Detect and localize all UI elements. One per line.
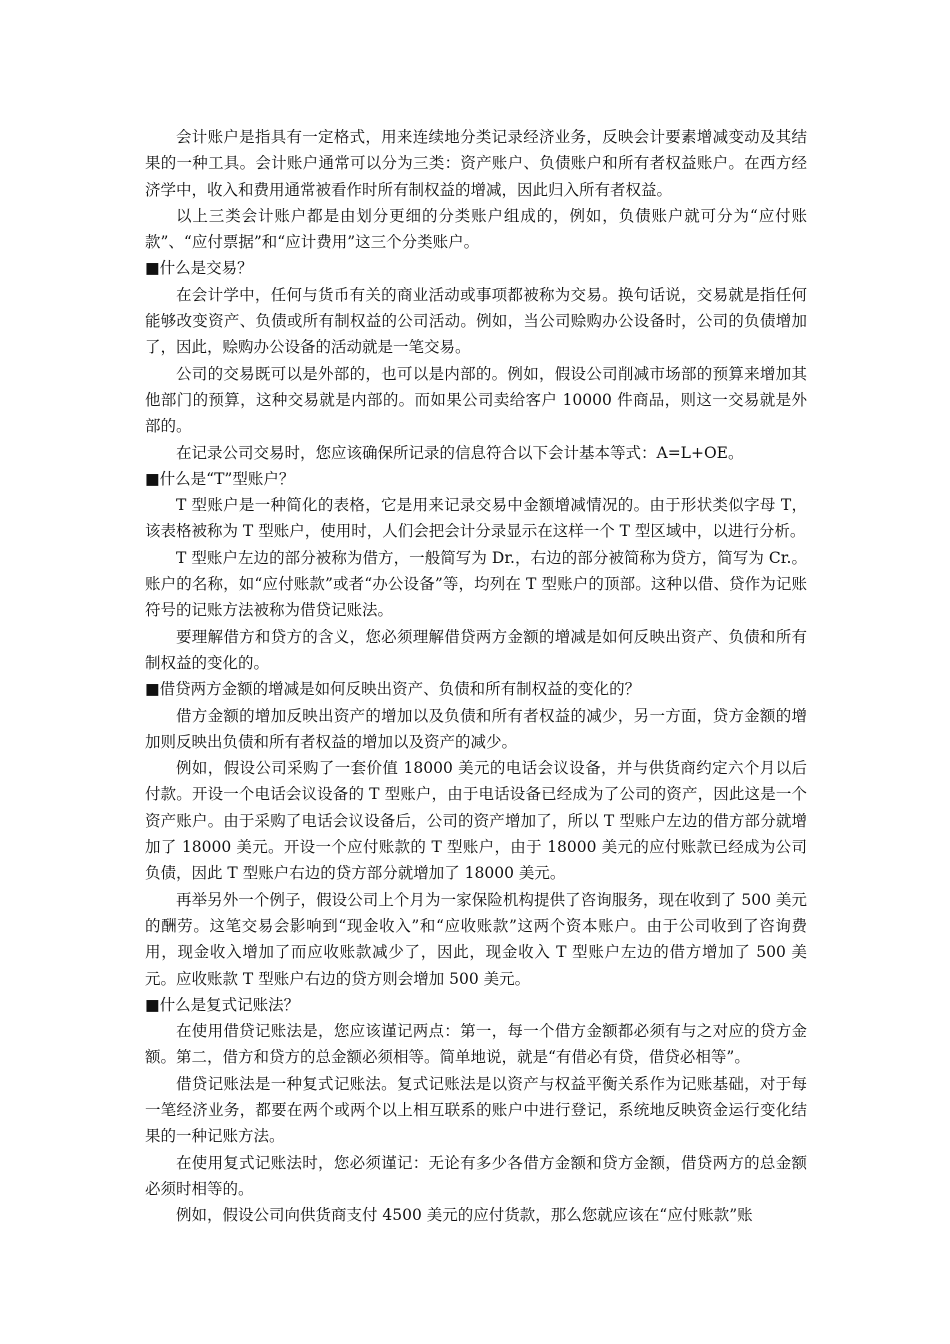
paragraph-t-account-definition: T 型账户是一种简化的表格，它是用来记录交易中金额增减情况的。由于形状类似字母 T，该表格被称为 T 型账户，使用时，人们会把会计分录显示在这样一个 T 型区域中，以进行分析。 bbox=[145, 496, 807, 541]
paragraph-totals-equal: 在使用复式记账法时，您必须谨记：无论有多少各借方金额和贷方金额，借贷两方的总金额必须时相等的。 bbox=[145, 1153, 807, 1198]
paragraph-account-definition: 会计账户是指具有一定格式，用来连续地分类记录经济业务，反映会计要素增减变动及其结果的一种工具。会计账户通常可以分为三类：资产账户、负债账户和所有者权益账户。在西方经济学中，收入和费用通常被看作时所有制权益的增减，因此归入所有者权益。 bbox=[145, 128, 807, 199]
paragraph-example-payment: 例如，假设公司向供货商支付 4500 美元的应付货款，那么您就应该在“应付账款”账 bbox=[176, 1206, 753, 1225]
heading-debit-credit-changes: ■借贷两方金额的增减是如何反映出资产、负债和所有制权益的变化的？ bbox=[145, 680, 641, 699]
paragraph-example-equipment: 例如，假设公司采购了一套价值 18000 美元的电话会议设备，并与供货商约定六个月以后付款。开设一个电话会议设备的 T 型账户，由于电话设备已经成为了公司的资产，因此这是一个资产账户。由于采购了电话会议设备后，公司的资产增加了，所以 T 型账户左边的借方部分就增加了 18000 美元。开设一个应付账款的 T 型账户，由于 18000 美元的应付账款已经成为公司负债，因此 T 型账户右边的贷方部分就增加了 18000 美元。 bbox=[145, 759, 807, 883]
paragraph-accounting-equation: 在记录公司交易时，您应该确保所记录的信息符合以下会计基本等式：A=L+OE。 bbox=[176, 443, 744, 462]
paragraph-understand-debit-credit: 要理解借方和贷方的含义，您必须理解借贷两方金额的增减是如何反映出资产、负债和所有制权益的变化的。 bbox=[145, 627, 807, 672]
paragraph-double-entry-definition: 借贷记账法是一种复式记账法。复式记账法是以资产与权益平衡关系作为记账基础，对于每一笔经济业务，都要在两个或两个以上相互联系的账户中进行登记，系统地反映资金运行变化结果的一种记账方法。 bbox=[145, 1074, 807, 1146]
paragraph-internal-external: 公司的交易既可以是外部的，也可以是内部的。例如，假设公司削减市场部的预算来增加其他部门的预算，这种交易就是内部的。而如果公司卖给客户 10000 件商品，则这一交易就是外部的。 bbox=[145, 364, 807, 436]
paragraph-two-rules: 在使用借贷记账法是，您应该谨记两点：第一，每一个借方金额都必须有与之对应的贷方金额。第二，借方和贷方的总金额必须相等。简单地说，就是“有借必有贷，借贷必相等”。 bbox=[145, 1022, 807, 1067]
document-body bbox=[145, 124, 807, 1228]
paragraph-debit-credit-increase: 借方金额的增加反映出资产的增加以及负债和所有者权益的减少，另一方面，贷方金额的增加则反映出负债和所有者权益的增加以及资产的减少。 bbox=[145, 706, 807, 751]
paragraph-sub-accounts: 以上三类会计账户都是由划分更细的分类账户组成的，例如，负债账户就可分为“应付账款”、“应付票据”和“应计费用”这三个分类账户。 bbox=[145, 206, 807, 252]
heading-what-is-transaction: ■什么是交易？ bbox=[145, 259, 253, 278]
paragraph-debit-credit-sides: T 型账户左边的部分被称为借方，一般简写为 Dr.，右边的部分被简称为贷方，简写为 Cr.。账户的名称，如“应付账款”或者“办公设备”等，均列在 T 型账户的顶部。这种以借、贷作为记账符号的记账方法被称为借贷记账法。 bbox=[145, 548, 807, 620]
paragraph-example-consulting: 再举另外一个例子，假设公司上个月为一家保险机构提供了咨询服务，现在收到了 500 美元的酬劳。这笔交易会影响到“现金收入”和“应收账款”这两个资本账户。由于公司收到了咨询费用，现金收入增加了而应收账款减少了，因此，现金收入 T 型账户左边的借方增加了 500 美元。应收账款 T 型账户右边的贷方则会增加 500 美元。 bbox=[145, 890, 807, 988]
paragraph-transaction-definition: 在会计学中，任何与货币有关的商业活动或事项都被称为交易。换句话说，交易就是指任何能够改变资产、负债或所有制权益的公司活动。例如，当公司赊购办公设备时，公司的负债增加了，因此，赊购办公设备的活动就是一笔交易。 bbox=[145, 285, 807, 357]
heading-what-is-t-account: ■什么是“T”型账户？ bbox=[145, 469, 295, 488]
heading-double-entry: ■什么是复式记账法？ bbox=[145, 995, 300, 1014]
